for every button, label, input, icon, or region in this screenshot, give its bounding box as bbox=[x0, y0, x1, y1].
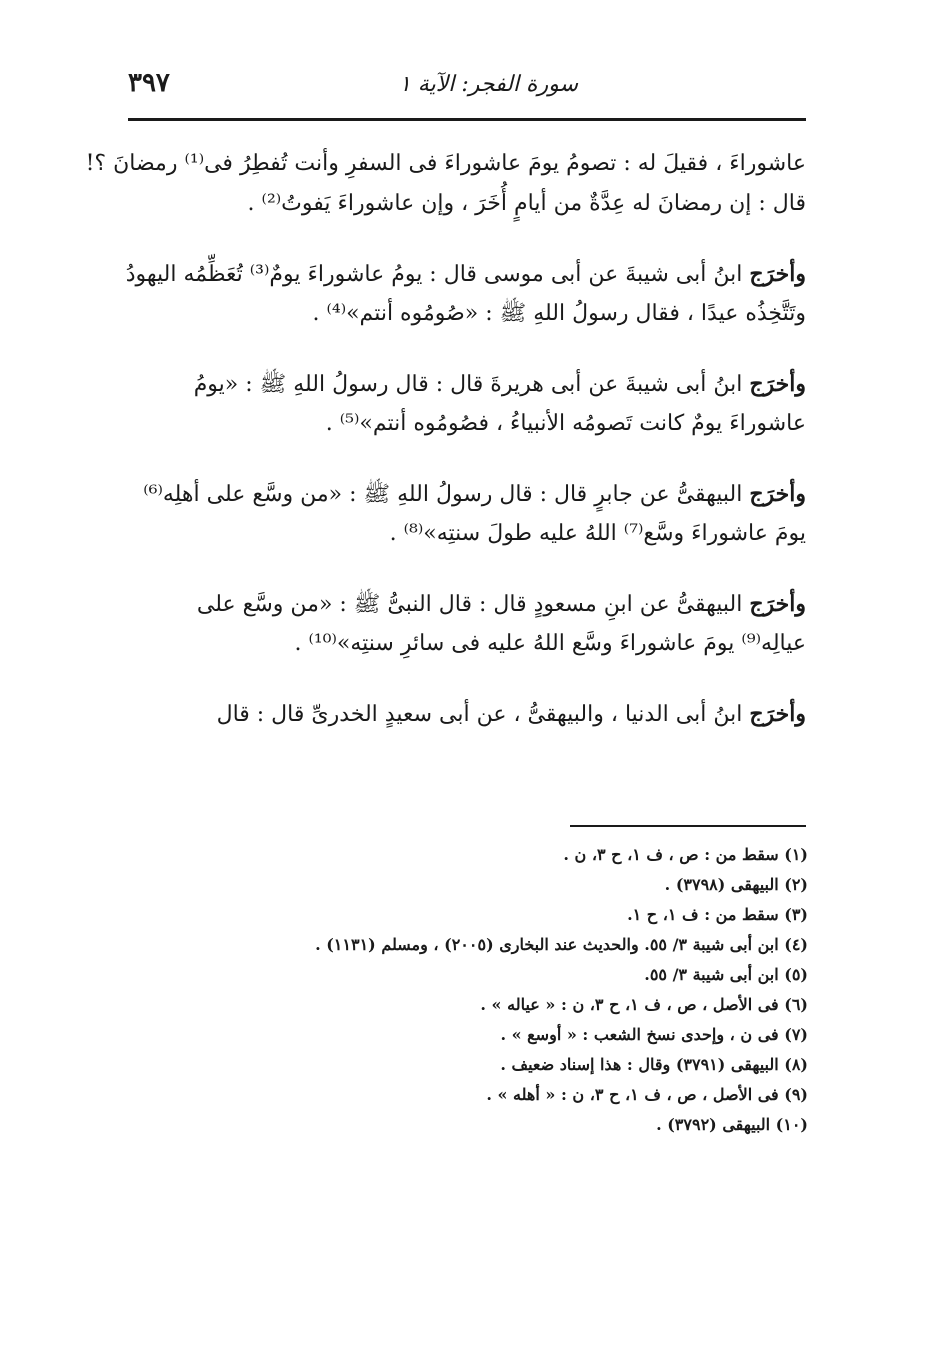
line-text: البيهقىُّ عن ابنِ مسعودٍ قال : قال النبىُّ ﷺ : «من وسَّع على bbox=[196, 592, 750, 617]
paragraph-4 bbox=[128, 474, 806, 554]
text-line bbox=[128, 364, 806, 404]
paragraph-5 bbox=[128, 584, 806, 664]
line-text: ابنُ أبى شيبةَ عن أبى موسى قال : يومُ عاشوراءَ يومٌ⁽³⁾ تُعَظِّمُه اليهودُ bbox=[125, 262, 750, 287]
footnote: (٦) فى الأصل ، ص ، ف ١، ح ٣، ن : « عياله » . bbox=[480, 995, 808, 1014]
header-rule bbox=[128, 118, 806, 121]
main-text bbox=[85, 144, 806, 734]
text-line: عاشوراءَ يومٌ كانت تَصومُه الأنبياءُ ، فصُومُوه أنتم»⁽⁵⁾ . bbox=[325, 411, 806, 436]
line-text: البيهقىُّ عن جابرٍ قال : قال رسولُ اللهِ ﷺ : «من وسَّع على أهلِه⁽⁶⁾ bbox=[143, 482, 750, 507]
paragraph-6 bbox=[128, 694, 806, 734]
text-line: قال : إن رمضانَ له عِدَّةٌ من أيامٍ أُخَرَ ، وإن عاشوراءَ يَفوتُ⁽²⁾ . bbox=[247, 191, 806, 216]
footnote: (١) سقط من : ص ، ف ١، ح ٣، ن . bbox=[563, 845, 808, 864]
paragraph-lead: وأخرَج bbox=[749, 591, 806, 617]
line-text: ابنُ أبى شيبةَ عن أبى هريرةَ قال : قال رسولُ اللهِ ﷺ : «يومُ bbox=[193, 372, 750, 397]
running-title: سورة الفجر: الآية ١ bbox=[398, 72, 578, 97]
paragraph-lead: وأخرَج bbox=[749, 701, 806, 727]
text-line bbox=[128, 694, 806, 734]
text-line: عاشوراءَ ، فقيلَ له : تصومُ يومَ عاشوراءَ فى السفرِ وأنت تُفطِرُ فى⁽¹⁾ رمضانَ ؟! bbox=[85, 151, 806, 176]
footnote-separator bbox=[570, 825, 806, 827]
line-text: ابنُ أبى الدنيا ، والبيهقىُّ ، عن أبى سعيدٍ الخدرىِّ قال : قال bbox=[216, 702, 750, 727]
footnotes bbox=[128, 840, 808, 1140]
paragraph-1 bbox=[85, 144, 806, 224]
page-number: ٣٩٧ bbox=[128, 68, 170, 98]
footnote: (٢) البيهقى (٣٧٩٨) . bbox=[664, 875, 808, 894]
footnote: (٥) ابن أبى شيبة ٣/ ٥٥. bbox=[644, 965, 808, 984]
text-line bbox=[128, 474, 806, 514]
paragraph-lead: وأخرَج bbox=[749, 261, 806, 287]
footnote: (٩) فى الأصل ، ص ، ف ١، ح ٣، ن : « أهله » . bbox=[486, 1085, 808, 1104]
footnote: (٨) البيهقى (٣٧٩١) وقال : هذا إسناد ضعيف . bbox=[500, 1055, 808, 1074]
paragraph-3 bbox=[128, 364, 806, 444]
paragraph-lead: وأخرَج bbox=[749, 371, 806, 397]
text-line bbox=[128, 584, 806, 624]
paragraph-2 bbox=[125, 254, 806, 334]
footnote: (٧) فى ن ، وإحدى نسخ الشعب : « أوسع » . bbox=[500, 1025, 808, 1044]
text-line: يومَ عاشوراءَ وسَّع⁽⁷⁾ اللهُ عليه طولَ سنتِه»⁽⁸⁾ . bbox=[389, 521, 806, 546]
footnote: (٤) ابن أبى شيبة ٣/ ٥٥. والحديث عند البخارى (٢٠٠٥) ، ومسلم (١١٣١) . bbox=[315, 935, 808, 954]
paragraph-lead: وأخرَج bbox=[749, 481, 806, 507]
text-line: عيالِه⁽⁹⁾ يومَ عاشوراءَ وسَّع اللهُ عليه فى سائرِ سنتِه»⁽¹⁰⁾ . bbox=[294, 631, 806, 656]
text-line bbox=[125, 254, 806, 294]
page-header bbox=[128, 58, 806, 108]
text-line: وتَتَّخِذُه عيدًا ، فقال رسولُ اللهِ ﷺ : «صُومُوه أنتم»⁽⁴⁾ . bbox=[312, 301, 806, 326]
footnote: (٣) سقط من : ف ١، ح ١. bbox=[627, 905, 808, 924]
footnote: (١٠) البيهقى (٣٧٩٢) . bbox=[656, 1115, 808, 1134]
